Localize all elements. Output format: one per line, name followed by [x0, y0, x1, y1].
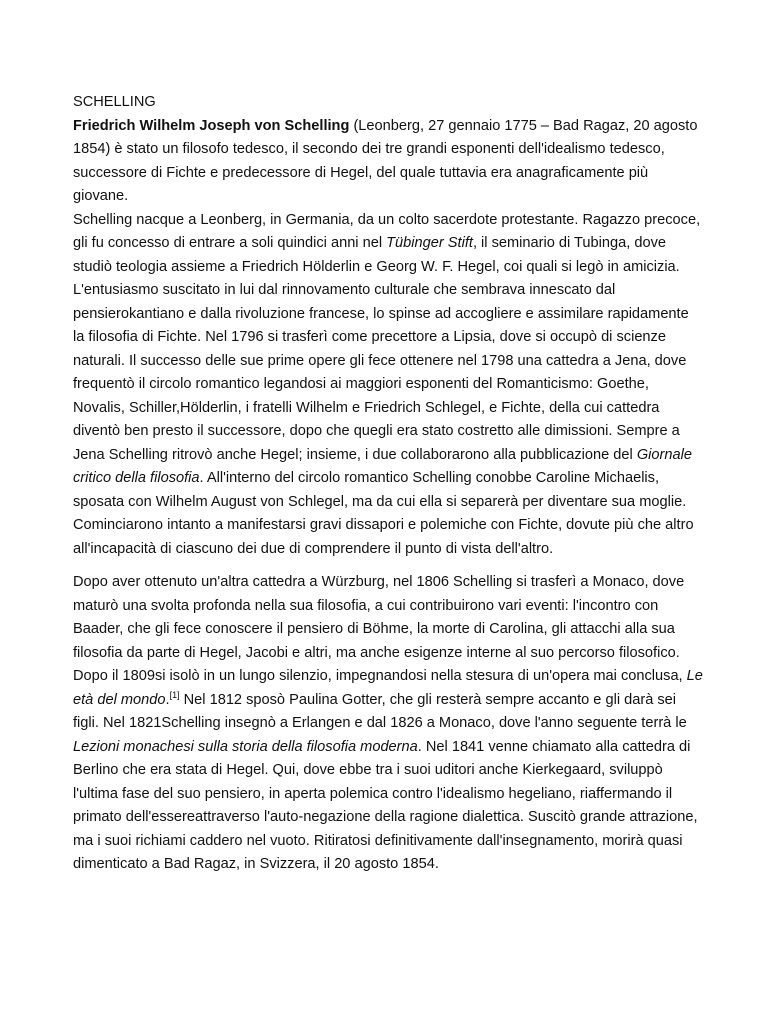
paragraph-intro — [73, 115, 703, 209]
subject-name: Friedrich Wilhelm Joseph von Schelling — [73, 117, 350, 134]
period-mark: . — [165, 691, 170, 708]
eta-del-mondo-title: Le età del mondo — [73, 668, 703, 708]
footnote-reference[interactable]: [1] — [169, 689, 180, 700]
intro-text: (Leonberg, 27 gennaio 1775 – Bad Ragaz, 20 agosto 1854) è stato un filosofo tedesco, il secondo dei tre grandi esponenti dell'idealismo tedesco, successore di Fichte e predecessore di Hegel, del quale tuttavia era anagraficamente più giovane. — [73, 117, 698, 204]
later-life-text-c: . Nel 1841 venne chiamato alla cattedra di Berlino che era stata di Hegel. Qui, dove ebbe tra i suoi uditori anche Kierkegaard, sviluppò l'ultima fase del suo pensiero, in aperta polemica contro l'idealismo hegeliano, riaffermando il primato dell'essereattraverso l'auto-negazione della ragione dialettica. Suscitò grande attrazione, ma i suoi richiami caddero nel vuoto. Ritiratosi definitivamente dall'insegnamento, morirà quasi dimenticato a Bad Ragaz, in Svizzera, il 20 agosto 1854. — [73, 738, 698, 872]
paragraph-early-life — [73, 209, 703, 562]
later-life-text-b: Nel 1812 sposò Paulina Gotter, che gli resterà sempre accanto e gli darà sei figli. Nel 1821Schelling insegnò a Erlangen e dal 1826 a Monaco, dove l'anno seguente terrà le — [73, 691, 687, 731]
giornale-critico-title: Giornale critico della filosofia — [73, 446, 692, 486]
document-page — [73, 91, 703, 877]
early-life-text-b: , il seminario di Tubinga, dove studiò teologia assieme a Friedrich Hölderlin e Georg W. F. Hegel, coi quali si legò in amicizia. L'entusiasmo suscitato in lui dal rinnovamento culturale che sembrava innescato dal pensierokantiano e dalla rivoluzione francese, lo spinse ad accogliere e assimilare rapidamente la filosofia di Fichte. Nel 1796 si trasferì come precettore a Lipsia, dove si occupò di scienze naturali. Il successo delle sue prime opere gli fece ottenere nel 1798 una cattedra a Jena, dove frequentò il circolo romantico legandosi ai maggiori esponenti del Romanticismo: Goethe, Novalis, Schiller,Hölderlin, i fratelli Wilhelm e Friedrich Schlegel, e Fichte, della cui cattedra diventò ben presto il successore, dopo che quegli era stato costretto alle dimissioni. Sempre a Jena Schelling ritrovò anche Hegel; insieme, i due collaborarono alla pubblicazione del — [73, 235, 689, 463]
paragraph-later-life — [73, 571, 703, 877]
later-life-text-a: Dopo aver ottenuto un'altra cattedra a Würzburg, nel 1806 Schelling si trasferì a Monaco, dove maturò una svolta profonda nella sua filosofia, a cui contribuirono vari eventi: l'incontro con Baader, che gli fece conoscere il pensiero di Böhme, la morte di Carolina, gli attacchi alla sua filosofia da parte di Hegel, Jacobi e altri, ma anche esigenze interne al suo percorso filosofico. Dopo il 1809si isolò in un lungo silenzio, impegnandosi nella stesura di un'opera mai conclusa, — [73, 574, 687, 684]
document-title: SCHELLING — [73, 94, 156, 110]
lezioni-monachesi-title: Lezioni monachesi sulla storia della filosofia moderna — [73, 738, 418, 755]
tubinger-stift-term: Tübinger Stift — [386, 235, 473, 251]
early-life-text-a: Schelling nacque a Leonberg, in Germania, da un colto sacerdote protestante. Ragazzo precoce, gli fu concesso di entrare a soli quindici anni nel — [73, 211, 701, 251]
early-life-text-c: . All'interno del circolo romantico Schelling conobbe Caroline Michaelis, sposata con Wilhelm August von Schlegel, ma da cui ella si separerà per diventare sua moglie. Cominciarono intanto a manifestarsi gravi dissapori e polemiche con Fichte, dovute più che altro all'incapacità di ciascuno dei due di comprendere il punto di vista dell'altro. — [73, 470, 694, 557]
